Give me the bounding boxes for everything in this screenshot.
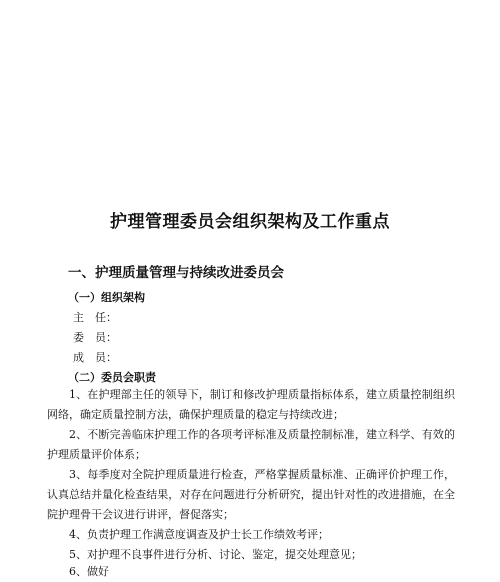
role-member (73, 349, 117, 365)
duty-item-3: 3、每季度对全院护理质量进行检查，严格掌握质量标准、正确评价护理工作，认真总结并量化检查结果，对存在问题进行分析研究，提出针对性的改进措施，在全院护理骨干会议进行讲评，督促落实； (47, 468, 455, 521)
role-director (73, 309, 117, 325)
document-title: 护理管理委员会组织架构及工作重点 (110, 212, 390, 232)
role-label: 成 员： (73, 351, 117, 364)
subsection-heading-duties: （二）委员会职责 (68, 371, 156, 384)
duty-item-6: 6、做好 (69, 565, 109, 578)
duty-item-5: 5、对护理不良事件进行分析、讨论、鉴定，提交处理意见； (69, 548, 362, 561)
role-label: 主 任： (73, 311, 117, 324)
role-committee-member (73, 329, 117, 345)
duty-item-4: 4、负责护理工作满意度调查及护士长工作绩效考评； (69, 528, 329, 541)
role-label: 委 员： (73, 331, 117, 344)
duty-item-2: 2、不断完善临床护理工作的各项考评标准及质量控制标准，建立科学、有效的护理质量评价体系； (47, 428, 455, 461)
subsection-heading-organization: （一）组织架构 (68, 291, 145, 304)
duty-item-1: 1、在护理部主任的领导下，制订和修改护理质量指标体系，建立质量控制组织网络，确定质量控制方法，确保护理质量的稳定与持续改进； (47, 388, 455, 421)
section-heading-quality-committee: 一、护理质量管理与持续改进委员会 (68, 265, 284, 281)
